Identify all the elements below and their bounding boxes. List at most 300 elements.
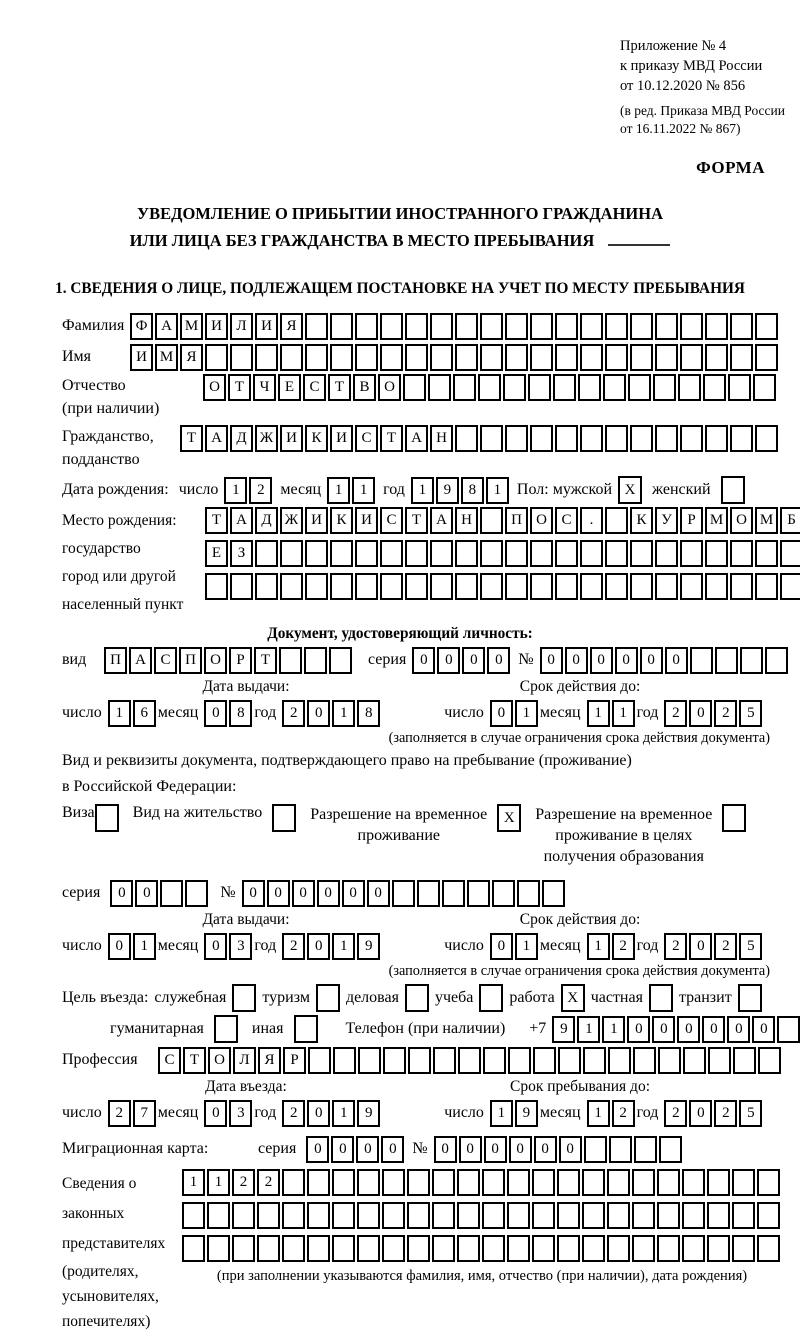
char-cell[interactable] [329,647,352,674]
char-cell[interactable] [483,1047,506,1074]
char-cell[interactable] [633,1047,656,1074]
char-cell[interactable] [630,313,653,340]
char-cell[interactable]: 9 [436,477,459,504]
char-cell[interactable] [555,425,578,452]
char-cell[interactable] [730,573,753,600]
char-cell[interactable]: 2 [249,477,272,504]
char-cell[interactable]: Л [233,1047,256,1074]
char-cell[interactable] [232,1202,255,1229]
char-cell[interactable]: 0 [434,1136,457,1163]
temp-residence-checkbox[interactable]: X [497,804,521,832]
char-cell[interactable] [455,540,478,567]
char-cell[interactable] [708,1047,731,1074]
char-cell[interactable]: 1 [602,1016,625,1043]
char-cell[interactable] [405,344,428,371]
char-cell[interactable] [777,1016,800,1043]
char-cell[interactable] [682,1202,705,1229]
char-cell[interactable] [630,425,653,452]
char-cell[interactable]: 0 [490,933,513,960]
char-cell[interactable] [755,540,778,567]
char-cell[interactable] [705,313,728,340]
char-cell[interactable] [528,374,551,401]
char-cell[interactable]: А [155,313,178,340]
char-cell[interactable]: Ж [280,507,303,534]
char-cell[interactable] [608,1047,631,1074]
char-cell[interactable] [182,1235,205,1262]
char-cell[interactable]: Д [230,425,253,452]
char-cell[interactable] [207,1235,230,1262]
char-cell[interactable]: 0 [307,933,330,960]
char-cell[interactable]: Т [405,507,428,534]
char-cell[interactable] [507,1202,530,1229]
char-cell[interactable] [680,573,703,600]
char-cell[interactable]: 0 [652,1016,675,1043]
char-cell[interactable]: 0 [356,1136,379,1163]
char-cell[interactable]: Ж [255,425,278,452]
char-cell[interactable] [583,1047,606,1074]
char-cell[interactable]: 0 [565,647,588,674]
char-cell[interactable] [580,344,603,371]
char-cell[interactable] [255,540,278,567]
char-cell[interactable]: . [580,507,603,534]
char-cell[interactable] [730,540,753,567]
char-cell[interactable]: П [179,647,202,674]
char-cell[interactable]: Я [180,344,203,371]
char-cell[interactable]: 0 [677,1016,700,1043]
char-cell[interactable] [757,1202,780,1229]
char-cell[interactable] [655,313,678,340]
char-cell[interactable] [430,573,453,600]
char-cell[interactable]: Т [228,374,251,401]
char-cell[interactable] [755,425,778,452]
char-cell[interactable] [304,647,327,674]
purpose-private-checkbox[interactable] [649,984,673,1012]
char-cell[interactable]: 0 [727,1016,750,1043]
char-cell[interactable] [255,573,278,600]
char-cell[interactable]: З [230,540,253,567]
char-cell[interactable] [230,344,253,371]
char-cell[interactable]: 0 [590,647,613,674]
char-cell[interactable] [680,540,703,567]
char-cell[interactable]: 0 [615,647,638,674]
char-cell[interactable] [765,647,788,674]
char-cell[interactable] [578,374,601,401]
char-cell[interactable] [457,1202,480,1229]
char-cell[interactable]: 8 [229,700,252,727]
char-cell[interactable] [257,1235,280,1262]
char-cell[interactable] [680,313,703,340]
char-cell[interactable] [605,313,628,340]
char-cell[interactable]: 1 [587,1100,610,1127]
char-cell[interactable]: О [204,647,227,674]
char-cell[interactable] [380,573,403,600]
char-cell[interactable] [582,1202,605,1229]
char-cell[interactable]: А [205,425,228,452]
char-cell[interactable]: 9 [515,1100,538,1127]
char-cell[interactable] [405,540,428,567]
char-cell[interactable] [480,344,503,371]
char-cell[interactable] [707,1202,730,1229]
char-cell[interactable]: 0 [267,880,290,907]
char-cell[interactable] [330,540,353,567]
char-cell[interactable]: О [208,1047,231,1074]
char-cell[interactable]: 1 [612,700,635,727]
char-cell[interactable] [532,1202,555,1229]
char-cell[interactable] [482,1202,505,1229]
char-cell[interactable] [632,1169,655,1196]
char-cell[interactable] [508,1047,531,1074]
char-cell[interactable]: 1 [133,933,156,960]
char-cell[interactable]: 2 [612,1100,635,1127]
char-cell[interactable]: Е [205,540,228,567]
char-cell[interactable]: 0 [640,647,663,674]
char-cell[interactable] [205,573,228,600]
char-cell[interactable]: 1 [207,1169,230,1196]
char-cell[interactable]: Я [258,1047,281,1074]
char-cell[interactable] [455,573,478,600]
char-cell[interactable] [407,1169,430,1196]
char-cell[interactable]: 0 [317,880,340,907]
char-cell[interactable]: 0 [381,1136,404,1163]
char-cell[interactable] [728,374,751,401]
char-cell[interactable]: 0 [462,647,485,674]
char-cell[interactable]: 1 [587,933,610,960]
char-cell[interactable] [757,1235,780,1262]
char-cell[interactable]: 0 [412,647,435,674]
char-cell[interactable]: И [255,313,278,340]
char-cell[interactable]: С [355,425,378,452]
char-cell[interactable] [282,1235,305,1262]
char-cell[interactable]: Д [255,507,278,534]
char-cell[interactable]: Р [680,507,703,534]
char-cell[interactable] [505,540,528,567]
char-cell[interactable] [405,313,428,340]
char-cell[interactable] [407,1202,430,1229]
char-cell[interactable]: О [203,374,226,401]
char-cell[interactable] [605,573,628,600]
char-cell[interactable]: 2 [664,1100,687,1127]
char-cell[interactable]: 0 [306,1136,329,1163]
char-cell[interactable] [632,1202,655,1229]
char-cell[interactable] [357,1202,380,1229]
char-cell[interactable] [432,1202,455,1229]
char-cell[interactable]: Ч [253,374,276,401]
char-cell[interactable] [455,313,478,340]
char-cell[interactable]: Т [205,507,228,534]
char-cell[interactable]: К [305,425,328,452]
char-cell[interactable] [730,313,753,340]
visa-checkbox[interactable] [95,804,119,832]
char-cell[interactable]: К [630,507,653,534]
char-cell[interactable] [607,1202,630,1229]
char-cell[interactable] [330,573,353,600]
char-cell[interactable] [383,1047,406,1074]
char-cell[interactable]: Т [183,1047,206,1074]
char-cell[interactable] [533,1047,556,1074]
char-cell[interactable] [690,647,713,674]
char-cell[interactable] [455,344,478,371]
char-cell[interactable]: 8 [357,700,380,727]
char-cell[interactable] [392,880,415,907]
char-cell[interactable] [655,573,678,600]
char-cell[interactable] [755,344,778,371]
char-cell[interactable] [332,1169,355,1196]
char-cell[interactable] [605,425,628,452]
char-cell[interactable] [607,1169,630,1196]
char-cell[interactable] [705,425,728,452]
char-cell[interactable] [482,1235,505,1262]
char-cell[interactable] [655,344,678,371]
char-cell[interactable]: И [280,425,303,452]
char-cell[interactable]: 1 [587,700,610,727]
char-cell[interactable] [780,540,800,567]
char-cell[interactable] [355,344,378,371]
char-cell[interactable]: 0 [689,1100,712,1127]
char-cell[interactable]: К [330,507,353,534]
char-cell[interactable]: 6 [133,700,156,727]
char-cell[interactable]: 0 [487,647,510,674]
char-cell[interactable]: 2 [612,933,635,960]
char-cell[interactable]: Л [230,313,253,340]
char-cell[interactable]: 5 [739,933,762,960]
char-cell[interactable]: 2 [232,1169,255,1196]
char-cell[interactable] [553,374,576,401]
char-cell[interactable]: 0 [307,1100,330,1127]
char-cell[interactable] [205,344,228,371]
char-cell[interactable] [530,573,553,600]
char-cell[interactable] [480,573,503,600]
char-cell[interactable] [430,540,453,567]
char-cell[interactable]: 0 [484,1136,507,1163]
char-cell[interactable] [255,344,278,371]
purpose-work-checkbox[interactable]: X [561,984,585,1012]
purpose-humanitarian-checkbox[interactable] [214,1015,238,1043]
char-cell[interactable]: 3 [229,933,252,960]
char-cell[interactable] [279,647,302,674]
char-cell[interactable]: А [430,507,453,534]
char-cell[interactable] [185,880,208,907]
char-cell[interactable] [557,1169,580,1196]
char-cell[interactable] [582,1235,605,1262]
char-cell[interactable] [308,1047,331,1074]
char-cell[interactable]: Я [280,313,303,340]
char-cell[interactable] [305,313,328,340]
char-cell[interactable] [280,573,303,600]
char-cell[interactable] [458,1047,481,1074]
char-cell[interactable]: 0 [627,1016,650,1043]
char-cell[interactable]: 0 [292,880,315,907]
char-cell[interactable] [478,374,501,401]
char-cell[interactable] [542,880,565,907]
char-cell[interactable]: 0 [665,647,688,674]
char-cell[interactable]: Р [283,1047,306,1074]
char-cell[interactable] [507,1169,530,1196]
char-cell[interactable] [557,1202,580,1229]
gender-male-checkbox[interactable]: X [618,476,642,504]
char-cell[interactable] [160,880,183,907]
char-cell[interactable]: В [353,374,376,401]
char-cell[interactable]: 2 [257,1169,280,1196]
char-cell[interactable]: 0 [204,933,227,960]
char-cell[interactable]: Т [328,374,351,401]
char-cell[interactable]: 2 [714,933,737,960]
char-cell[interactable] [707,1169,730,1196]
char-cell[interactable] [730,425,753,452]
char-cell[interactable] [430,313,453,340]
char-cell[interactable] [530,344,553,371]
char-cell[interactable] [605,540,628,567]
char-cell[interactable]: П [104,647,127,674]
char-cell[interactable]: 0 [135,880,158,907]
char-cell[interactable]: О [378,374,401,401]
char-cell[interactable]: 8 [461,477,484,504]
char-cell[interactable] [680,344,703,371]
char-cell[interactable]: О [730,507,753,534]
char-cell[interactable]: 1 [182,1169,205,1196]
char-cell[interactable] [680,425,703,452]
char-cell[interactable] [307,1202,330,1229]
char-cell[interactable] [630,344,653,371]
char-cell[interactable]: Н [430,425,453,452]
char-cell[interactable] [232,1235,255,1262]
char-cell[interactable] [457,1169,480,1196]
char-cell[interactable] [305,540,328,567]
char-cell[interactable] [455,425,478,452]
char-cell[interactable]: 0 [242,880,265,907]
char-cell[interactable]: 0 [108,933,131,960]
char-cell[interactable]: Н [455,507,478,534]
char-cell[interactable] [732,1169,755,1196]
char-cell[interactable] [403,374,426,401]
char-cell[interactable] [433,1047,456,1074]
char-cell[interactable] [628,374,651,401]
char-cell[interactable]: 2 [282,1100,305,1127]
char-cell[interactable]: 0 [540,647,563,674]
char-cell[interactable] [655,425,678,452]
char-cell[interactable] [257,1202,280,1229]
char-cell[interactable]: 0 [367,880,390,907]
char-cell[interactable]: 0 [689,933,712,960]
char-cell[interactable] [655,540,678,567]
char-cell[interactable] [453,374,476,401]
char-cell[interactable] [442,880,465,907]
char-cell[interactable]: С [158,1047,181,1074]
char-cell[interactable] [355,313,378,340]
purpose-tourism-checkbox[interactable] [316,984,340,1012]
char-cell[interactable]: 1 [327,477,350,504]
char-cell[interactable]: 0 [204,1100,227,1127]
char-cell[interactable]: Т [254,647,277,674]
char-cell[interactable]: 1 [515,933,538,960]
char-cell[interactable]: 2 [664,700,687,727]
char-cell[interactable]: 1 [332,1100,355,1127]
char-cell[interactable]: 9 [357,1100,380,1127]
char-cell[interactable] [505,313,528,340]
char-cell[interactable] [755,313,778,340]
char-cell[interactable]: М [180,313,203,340]
char-cell[interactable]: Т [180,425,203,452]
char-cell[interactable]: И [330,425,353,452]
char-cell[interactable]: 2 [108,1100,131,1127]
char-cell[interactable] [405,573,428,600]
char-cell[interactable] [430,344,453,371]
char-cell[interactable] [428,374,451,401]
char-cell[interactable] [715,647,738,674]
char-cell[interactable] [432,1235,455,1262]
char-cell[interactable] [657,1169,680,1196]
char-cell[interactable]: 1 [332,933,355,960]
char-cell[interactable]: М [705,507,728,534]
char-cell[interactable]: 2 [714,1100,737,1127]
char-cell[interactable]: И [305,507,328,534]
char-cell[interactable]: 1 [108,700,131,727]
char-cell[interactable] [482,1169,505,1196]
char-cell[interactable] [407,1235,430,1262]
char-cell[interactable]: Е [278,374,301,401]
char-cell[interactable] [380,540,403,567]
char-cell[interactable]: 2 [282,700,305,727]
char-cell[interactable] [682,1169,705,1196]
char-cell[interactable] [307,1235,330,1262]
char-cell[interactable] [657,1202,680,1229]
char-cell[interactable] [530,425,553,452]
char-cell[interactable]: А [405,425,428,452]
char-cell[interactable]: С [303,374,326,401]
char-cell[interactable] [733,1047,756,1074]
char-cell[interactable] [467,880,490,907]
char-cell[interactable]: 0 [204,700,227,727]
char-cell[interactable] [182,1202,205,1229]
char-cell[interactable] [603,374,626,401]
char-cell[interactable]: 1 [577,1016,600,1043]
char-cell[interactable] [705,540,728,567]
char-cell[interactable] [357,1235,380,1262]
char-cell[interactable]: А [230,507,253,534]
char-cell[interactable]: 0 [702,1016,725,1043]
char-cell[interactable] [557,1235,580,1262]
char-cell[interactable] [705,573,728,600]
char-cell[interactable]: М [755,507,778,534]
char-cell[interactable]: Т [380,425,403,452]
char-cell[interactable] [380,344,403,371]
char-cell[interactable] [630,540,653,567]
char-cell[interactable] [417,880,440,907]
char-cell[interactable] [282,1202,305,1229]
char-cell[interactable]: Р [229,647,252,674]
char-cell[interactable] [330,313,353,340]
char-cell[interactable] [703,374,726,401]
char-cell[interactable] [582,1169,605,1196]
residence-permit-checkbox[interactable] [272,804,296,832]
char-cell[interactable] [330,344,353,371]
char-cell[interactable]: С [380,507,403,534]
char-cell[interactable]: С [154,647,177,674]
char-cell[interactable]: Ф [130,313,153,340]
purpose-business-checkbox[interactable] [405,984,429,1012]
char-cell[interactable]: 5 [739,700,762,727]
char-cell[interactable]: 2 [714,700,737,727]
purpose-transit-checkbox[interactable] [738,984,762,1012]
gender-female-checkbox[interactable] [721,476,745,504]
char-cell[interactable]: 1 [515,700,538,727]
char-cell[interactable]: У [655,507,678,534]
char-cell[interactable] [707,1235,730,1262]
char-cell[interactable] [480,540,503,567]
char-cell[interactable] [305,344,328,371]
char-cell[interactable] [555,573,578,600]
char-cell[interactable] [280,344,303,371]
char-cell[interactable] [584,1136,607,1163]
